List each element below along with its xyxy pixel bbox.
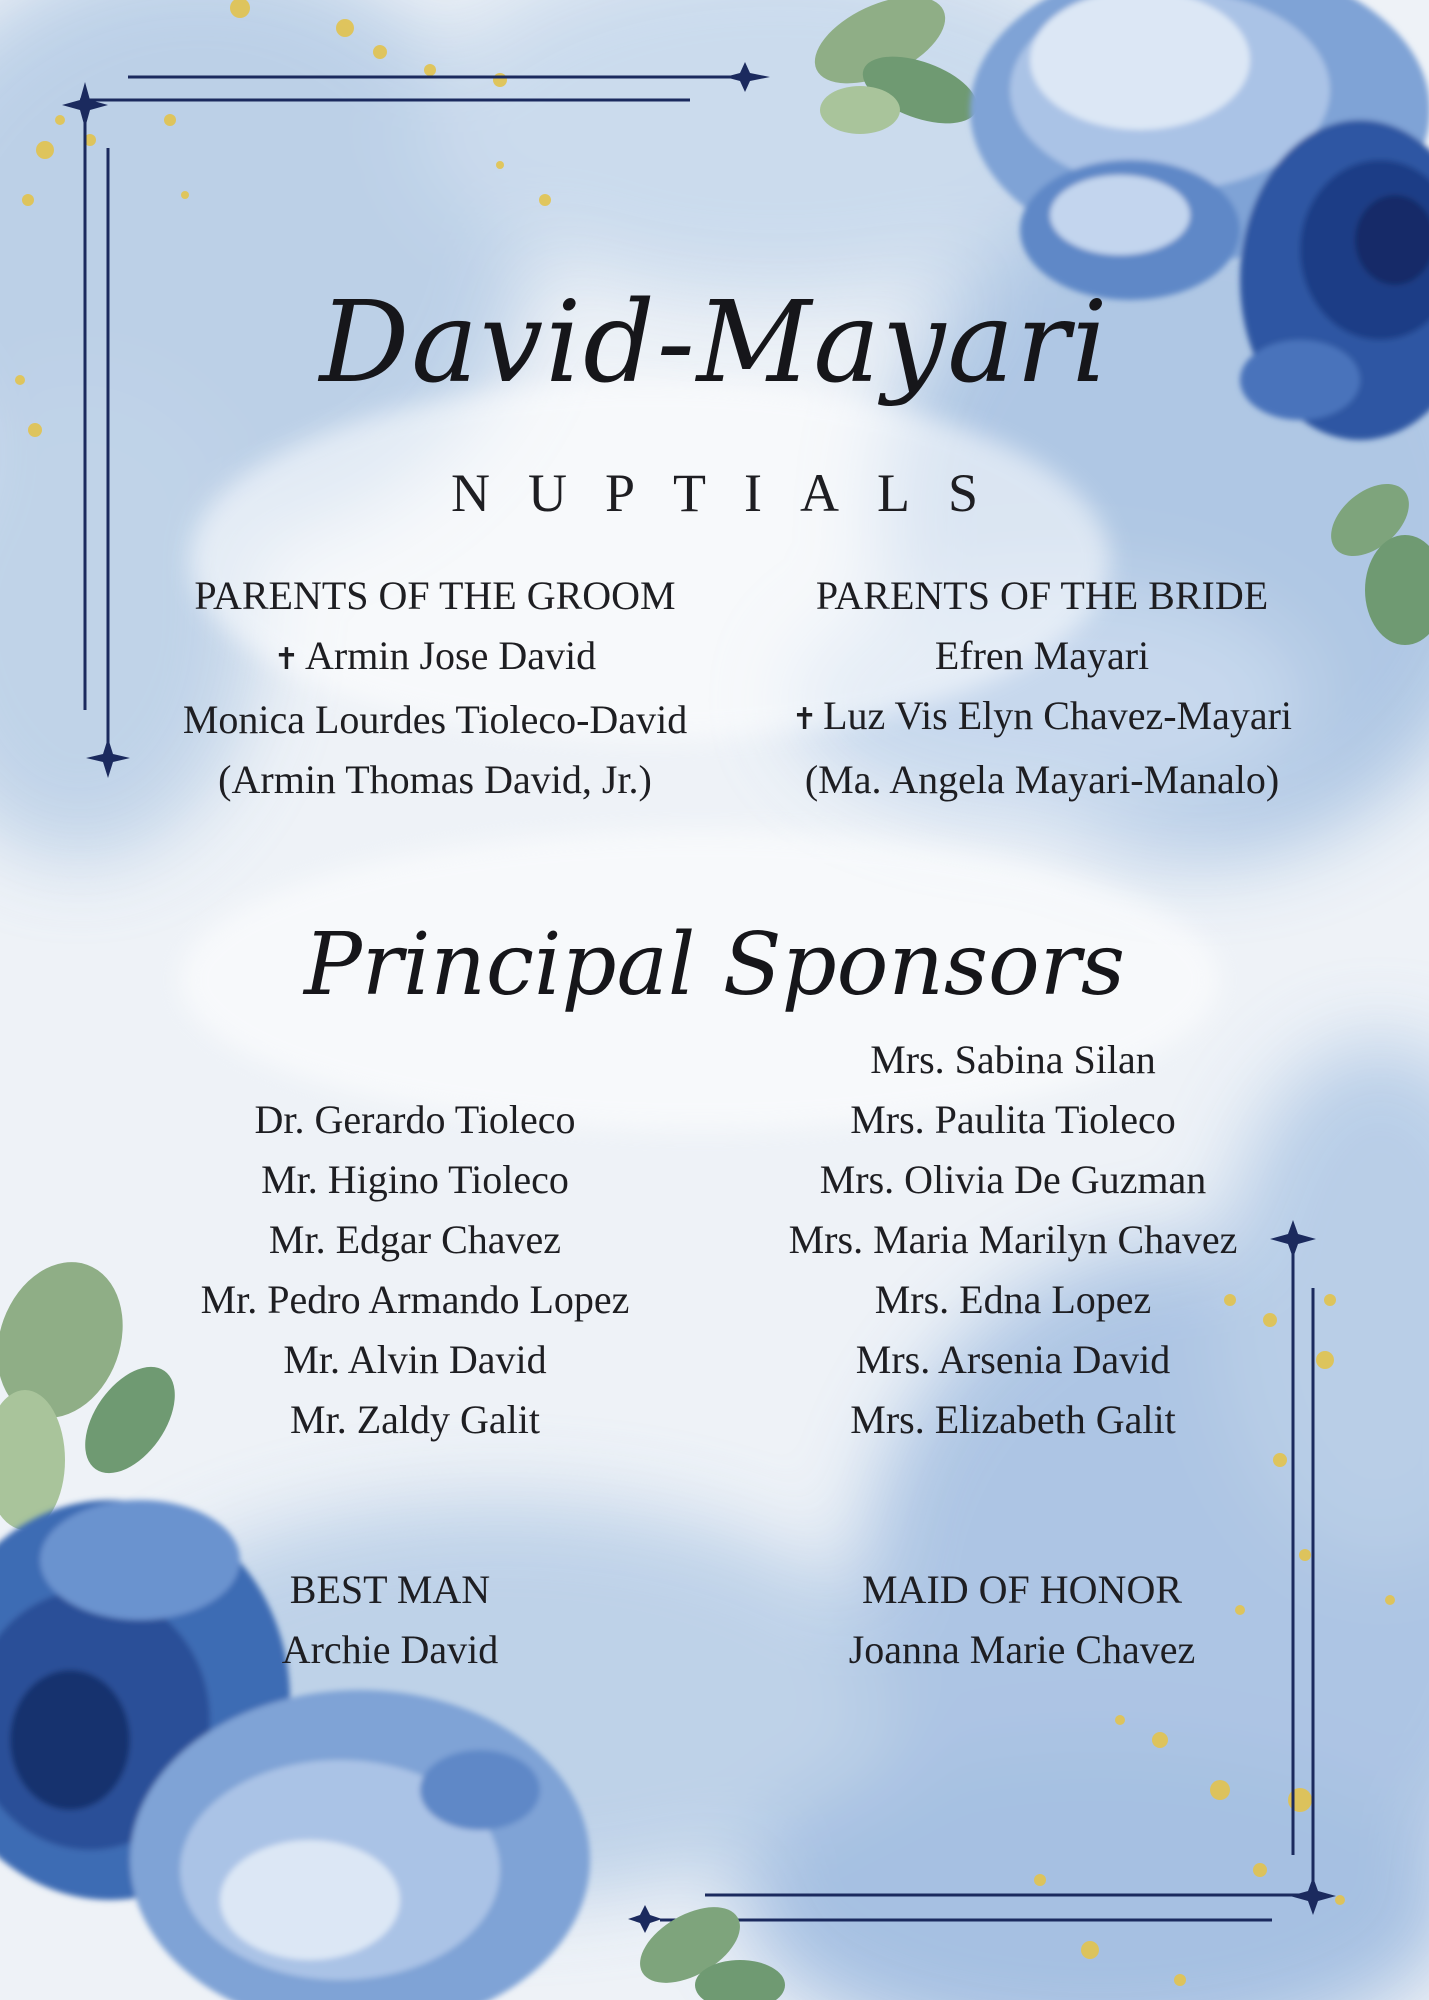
bride-mother-name: Luz Vis Elyn Chavez-Mayari [823,693,1293,738]
cross-icon: ✝ [273,642,300,677]
list-item: Mr. Higino Tioleco [261,1157,569,1202]
list-item: Mr. Edgar Chavez [268,1217,562,1262]
list-item: Dr. Gerardo Tioleco [254,1097,576,1142]
bride-proxy-name: (Ma. Angela Mayari-Manalo) [804,757,1280,802]
best-man-name: Archie David [281,1627,499,1672]
groom-parents-heading: PARENTS OF THE GROOM [194,573,676,618]
groom-father-name: Armin Jose David [305,633,597,678]
bride-father-name: Efren Mayari [934,633,1150,678]
maid-of-honor-heading: MAID OF HONOR [861,1567,1183,1612]
groom-parents-block [135,566,735,810]
list-item: Mrs. Olivia De Guzman [819,1157,1207,1202]
couple-names-title: David-Mayari [319,278,1110,408]
sponsors-ladies-list [713,1030,1313,1450]
groom-proxy-name: (Armin Thomas David, Jr.) [218,757,652,802]
groom-parent-line [135,626,735,690]
list-item: Mrs. Edna Lopez [874,1277,1152,1322]
principal-sponsors-heading: Principal Sponsors [304,915,1125,1015]
list-item: Mrs. Sabina Silan [870,1037,1156,1082]
list-item: Mrs. Paulita Tioleco [850,1097,1176,1142]
maid-of-honor-block [722,1560,1322,1680]
list-item: Mrs. Arsenia David [855,1337,1171,1382]
cross-icon: ✝ [791,702,818,737]
list-item: Mrs. Maria Marilyn Chavez [788,1217,1238,1262]
list-item: Mr. Pedro Armando Lopez [200,1277,630,1322]
maid-of-honor-name: Joanna Marie Chavez [848,1627,1196,1672]
bride-parents-heading: PARENTS OF THE BRIDE [815,573,1269,618]
groom-mother-name: Monica Lourdes Tioleco-David [182,697,688,742]
list-item: Mr. Zaldy Galit [290,1397,540,1442]
nuptials-subtitle: NUPTIALS [450,463,1016,523]
best-man-block [90,1560,690,1680]
bride-parent-line [742,686,1342,750]
list-item: Mrs. Elizabeth Galit [850,1397,1176,1442]
list-item: Mr. Alvin David [283,1337,547,1382]
bride-parents-block [742,566,1342,810]
best-man-heading: BEST MAN [289,1567,491,1612]
sponsors-gentlemen-list [115,1090,715,1450]
